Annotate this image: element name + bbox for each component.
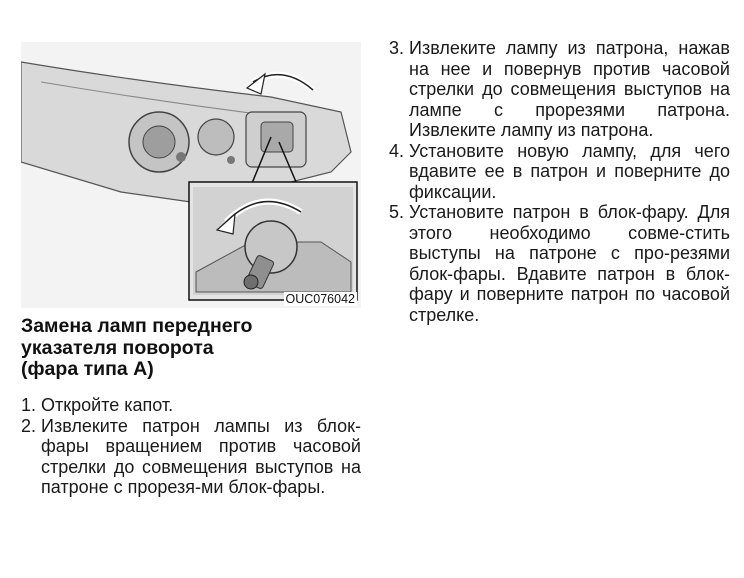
step-number: 1.	[21, 395, 37, 415]
step-item	[21, 416, 361, 498]
heading-line: указателя поворота	[21, 336, 214, 359]
step-item	[21, 395, 361, 416]
headlamp-figure	[21, 42, 361, 308]
figure-code: OUC076042	[285, 292, 355, 306]
step-text: Извлеките патрон лампы из блок-фары вращением против часовой стрелки до совмещения выступов на патроне с прорезя-ми блок-фары.	[41, 415, 361, 497]
step-item	[389, 202, 730, 325]
step-item	[389, 38, 730, 141]
step-text: Откройте капот.	[41, 395, 174, 415]
headlamp-illustration	[21, 42, 361, 308]
section-heading	[21, 316, 361, 381]
heading-line: (фара типа А)	[21, 358, 154, 380]
step-number: 3.	[389, 38, 405, 58]
step-number: 4.	[389, 140, 405, 161]
heading-line: Замена ламп переднего	[21, 315, 253, 337]
step-item	[389, 141, 730, 203]
step-text: Установите патрон в блок-фару. Для этого необходимо совме-стить выступы на патроне с про-резями блок-фары. Вдавите патрон в блок-фару и поверните патрон по часовой стрелке.	[409, 202, 730, 325]
step-number: 5.	[389, 202, 405, 222]
steps-list-left	[21, 395, 361, 498]
step-number: 2.	[21, 415, 37, 436]
step-text: Извлеките лампу из патрона, нажав на нее и повернув против часовой стрелки до совмещения выступов на лампе с прорезями патрона. Извлеките лампу из патрона.	[409, 38, 730, 140]
step-text: Установите новую лампу, для чего вдавите ее в патрон и поверните до фиксации.	[409, 140, 730, 202]
steps-list-right	[389, 38, 730, 325]
